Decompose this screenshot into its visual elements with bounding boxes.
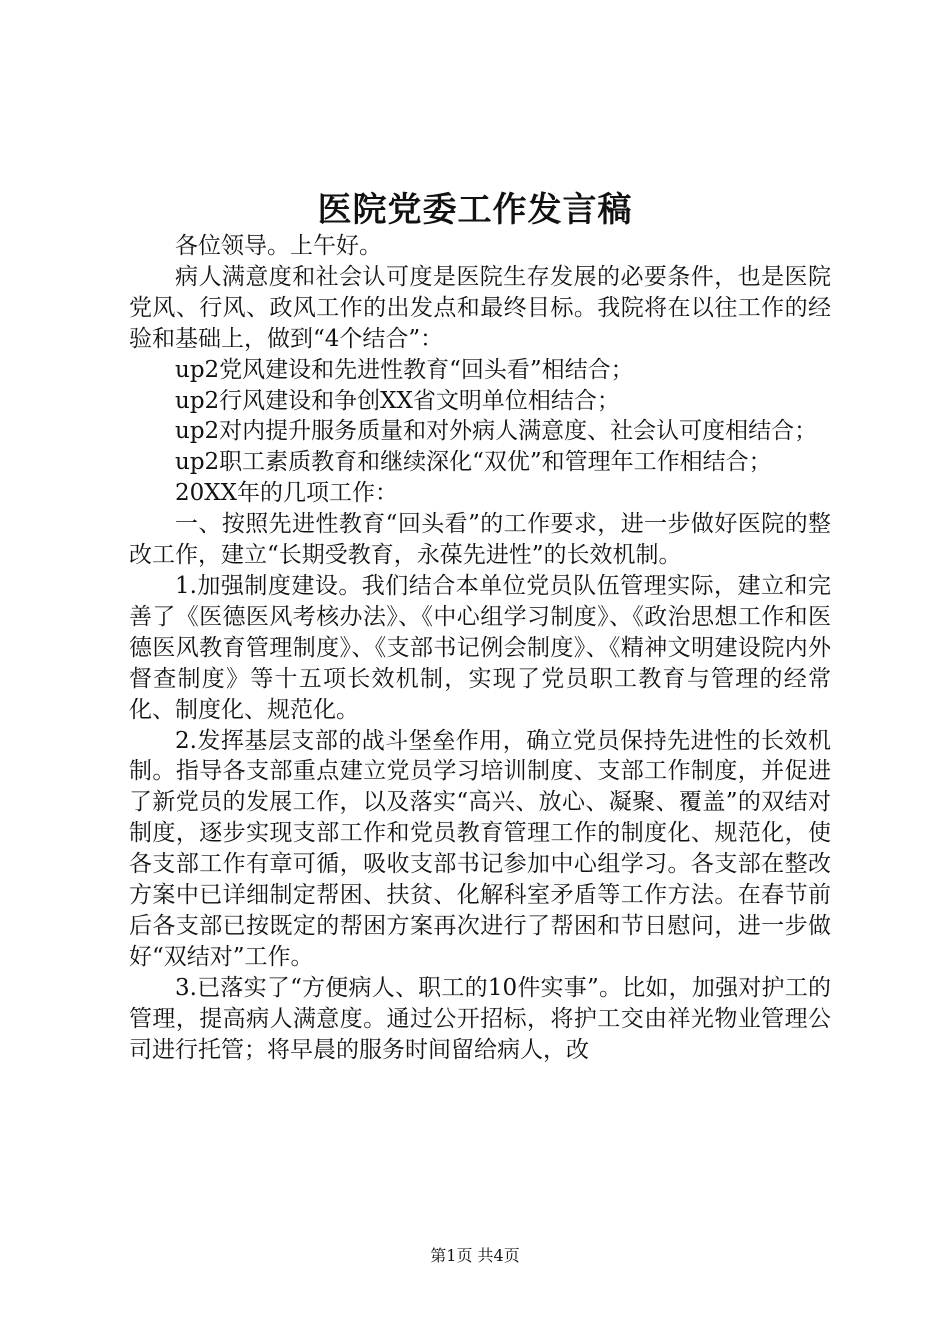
paragraph-greeting: 各位领导。上午好。 xyxy=(175,233,382,259)
paragraph-item-2: 2.发挥基层支部的战斗堡垒作用，确立党员保持先进性的长效机制。指导各支部重点建立党员学习培训制度、支部工作制度，并促进了新党员的发展工作，以及落实“高兴、放心、凝聚、覆盖”的双结对制度，逐步实现支部工作和党员教育管理工作的制度化、规范化，使各支部工作有章可循，吸收支部书记参加中心组学习。各支部在整改方案中已详细制定帮困、扶贫、化解科室矛盾等工作方法。在春节前后各支部已按既定的帮困方案再次进行了帮困和节日慰问，进一步做好“双结对”工作。 xyxy=(129,727,831,970)
paragraph-combination-1: up2党风建设和先进性教育“回头看”相结合； xyxy=(175,356,634,383)
document-body xyxy=(129,231,831,1065)
page-number-footer: 第1页 共4页 xyxy=(430,1246,520,1265)
paragraph-combination-2: up2行风建设和争创XX省文明单位相结合； xyxy=(175,387,620,414)
document-title: 医院党委工作发言稿 xyxy=(317,190,633,230)
paragraph-work-items-heading: 20XX年的几项工作： xyxy=(175,480,399,507)
paragraph-combination-3: up2对内提升服务质量和对外病人满意度、社会认可度相结合； xyxy=(175,418,818,445)
paragraph-section-one: 一、按照先进性教育“回头看”的工作要求，进一步做好医院的整改工作，建立“长期受教育，永葆先进性”的长效机制。 xyxy=(129,511,831,569)
paragraph-item-3: 3.已落实了“方便病人、职工的10件实事”。比如，加强对护工的管理，提高病人满意度。通过公开招标，将护工交由祥光物业管理公司进行托管；将早晨的服务时间留给病人，改 xyxy=(129,974,831,1063)
paragraph-item-1: 1.加强制度建设。我们结合本单位党员队伍管理实际，建立和完善了《医德医风考核办法》、《中心组学习制度》、《政治思想工作和医德医风教育管理制度》、《支部书记例会制度》、《精神文明建设院内外督查制度》等十五项长效机制，实现了党员职工教育与管理的经常化、制度化、规范化。 xyxy=(129,572,831,723)
paragraph-combination-4: up2职工素质教育和继续深化“双优”和管理年工作相结合； xyxy=(175,449,772,476)
paragraph-intro: 病人满意度和社会认可度是医院生存发展的必要条件，也是医院党风、行风、政风工作的出发点和最终目标。我院将在以往工作的经验和基础上，做到“4个结合”： xyxy=(129,263,831,352)
